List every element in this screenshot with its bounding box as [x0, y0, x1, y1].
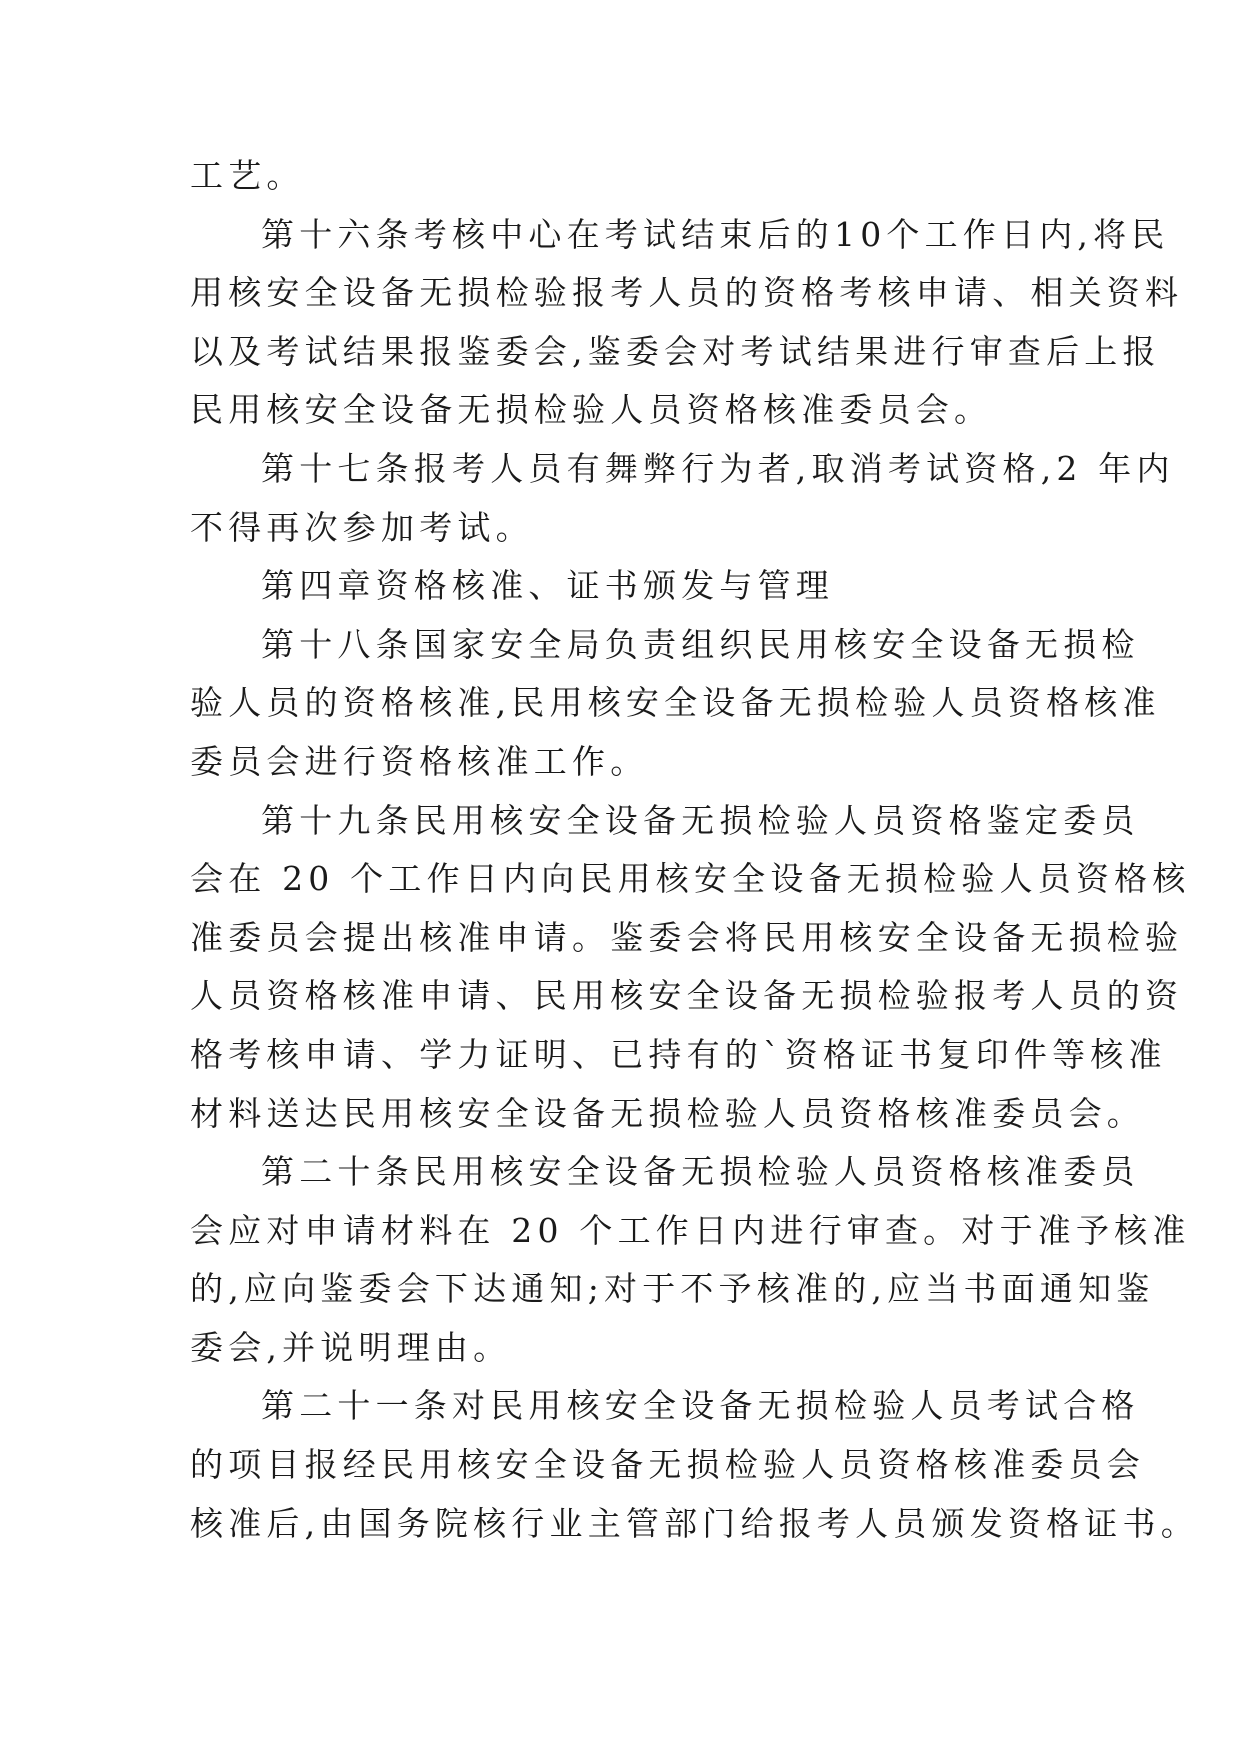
text-line: 的,应向鉴委会下达通知;对于不予核准的,应当书面通知鉴 — [190, 1269, 1155, 1309]
text-line: 不得再次参加考试。 — [190, 507, 534, 547]
text-line: 会在 20 个工作日内向民用核安全设备无损检验人员资格核 — [190, 859, 1191, 899]
text-line: 民用核安全设备无损检验人员资格核准委员会。 — [190, 390, 993, 430]
paragraph-article-21-start: 第二十一条对民用核安全设备无损检验人员考试合格 — [261, 1386, 1140, 1426]
text-line: 准委员会提出核准申请。鉴委会将民用核安全设备无损检验 — [190, 917, 1184, 957]
paragraph-article-19-start: 第十九条民用核安全设备无损检验人员资格鉴定委员 — [261, 800, 1140, 840]
paragraph-article-20-start: 第二十条民用核安全设备无损检验人员资格核准委员 — [261, 1152, 1140, 1192]
paragraph-article-17-start: 第十七条报考人员有舞弊行为者,取消考试资格,2 年内 — [261, 448, 1175, 488]
text-line: 委会,并说明理由。 — [190, 1327, 512, 1367]
text-line: 的项目报经民用核安全设备无损检验人员资格核准委员会 — [190, 1445, 1145, 1485]
text-line: 用核安全设备无损检验报考人员的资格考核申请、相关资料 — [190, 273, 1184, 313]
paragraph-article-18-start: 第十八条国家安全局负责组织民用核安全设备无损检 — [261, 624, 1140, 664]
text-line: 格考核申请、学力证明、已持有的`资格证书复印件等核准 — [190, 1034, 1167, 1074]
text-line: 工艺。 — [190, 156, 305, 195]
text-line: 委员会进行资格核准工作。 — [190, 741, 649, 781]
text-line: 材料送达民用核安全设备无损检验人员资格核准委员会。 — [190, 1093, 1145, 1133]
text-line: 核准后,由国务院核行业主管部门给报考人员颁发资格证书。 — [190, 1503, 1199, 1543]
text-line: 以及考试结果报鉴委会,鉴委会对考试结果进行审查后上报 — [190, 331, 1161, 371]
text-line: 人员资格核准申请、民用核安全设备无损检验报考人员的资 — [190, 976, 1184, 1016]
document-body — [190, 147, 1199, 1553]
chapter-4-heading: 第四章资格核准、证书颁发与管理 — [261, 566, 834, 606]
text-line: 会应对申请材料在 20 个工作日内进行审查。对于准予核准 — [190, 1210, 1191, 1250]
text-line: 验人员的资格核准,民用核安全设备无损检验人员资格核准 — [190, 683, 1161, 723]
paragraph-article-16-start: 第十六条考核中心在考试结束后的10个工作日内,将民 — [261, 214, 1170, 254]
